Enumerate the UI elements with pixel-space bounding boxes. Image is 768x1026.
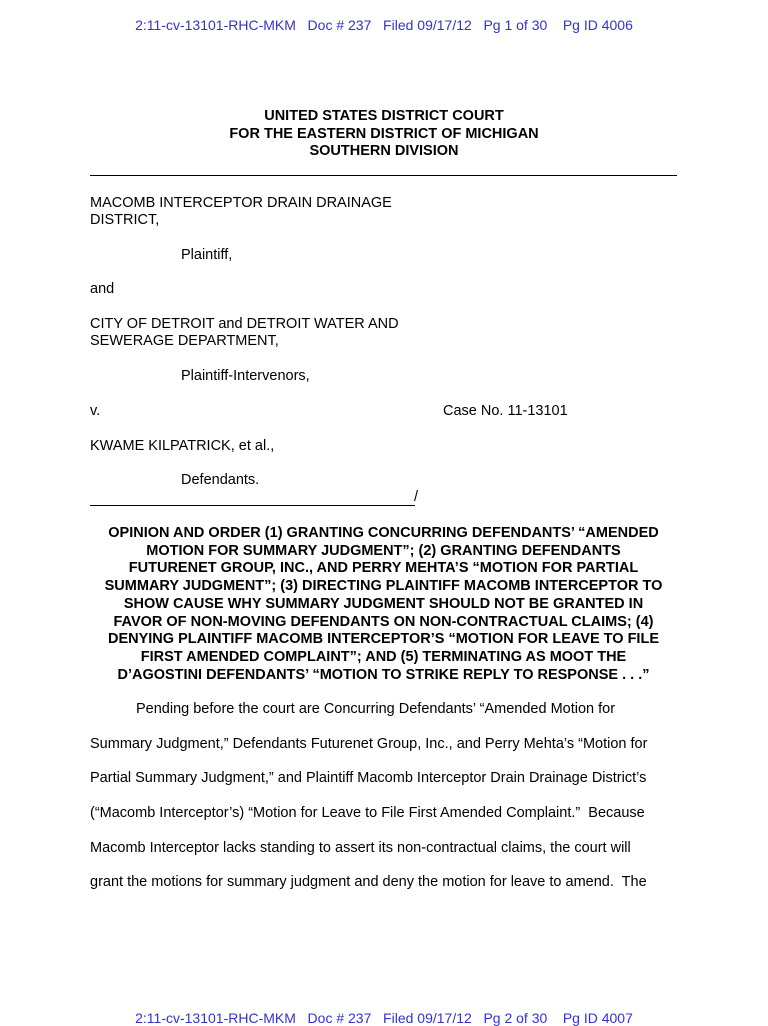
order-title bbox=[90, 525, 677, 684]
caption-top-rule bbox=[90, 175, 677, 176]
court-name: UNITED STATES DISTRICT COURT bbox=[264, 108, 504, 124]
body-text-line: Pending before the court are Concurring Defendants’ “Amended Motion for bbox=[136, 701, 616, 717]
body-text-line: Summary Judgment,” Defendants Futurenet Group, Inc., and Perry Mehta’s “Motion for bbox=[90, 736, 648, 752]
title-line: FUTURENET GROUP, INC., AND PERRY MEHTA’S “MOTION FOR PARTIAL bbox=[128, 560, 639, 577]
case-number: Case No. 11-13101 bbox=[443, 403, 568, 419]
body-text-line: grant the motions for summary judgment and deny the motion for leave to amend. The bbox=[90, 874, 647, 890]
defendant-name: KWAME KILPATRICK, et al., bbox=[90, 438, 275, 454]
caption-and: and bbox=[90, 281, 115, 297]
plaintiff-role: Plaintiff, bbox=[181, 247, 233, 263]
court-heading bbox=[0, 108, 768, 161]
body-text-line: Macomb Interceptor lacks standing to assert its non-contractual claims, the court will bbox=[90, 840, 631, 856]
caption-bottom-rule bbox=[90, 489, 415, 506]
plaintiff-name-cont: DISTRICT, bbox=[90, 212, 160, 228]
title-line: MOTION FOR SUMMARY JUDGMENT”; (2) GRANTING DEFENDANTS bbox=[146, 542, 621, 559]
court-district: FOR THE EASTERN DISTRICT OF MICHIGAN bbox=[229, 125, 539, 142]
caption-versus: v. bbox=[90, 403, 101, 419]
intervenor-role: Plaintiff-Intervenors, bbox=[181, 368, 310, 384]
body-text-line: (“Macomb Interceptor’s) “Motion for Leave to File First Amended Complaint.” Because bbox=[90, 805, 645, 821]
title-line: DENYING PLAINTIFF MACOMB INTERCEPTOR’S “MOTION FOR LEAVE TO FILE bbox=[107, 631, 659, 648]
next-page-header-stamp: 2:11-cv-13101-RHC-MKM Doc # 237 Filed 09/17/12 Pg 2 of 30 Pg ID 4007 bbox=[135, 1010, 633, 1026]
intervenor-name-cont: SEWERAGE DEPARTMENT, bbox=[90, 333, 279, 349]
title-line: SHOW CAUSE WHY SUMMARY JUDGMENT SHOULD NOT BE GRANTED IN bbox=[123, 595, 644, 612]
defendant-role: Defendants. bbox=[181, 472, 260, 488]
title-line: FAVOR OF NON-MOVING DEFENDANTS ON NON-CONTRACTUAL CLAIMS; (4) bbox=[113, 613, 654, 630]
intervenor-name: CITY OF DETROIT and DETROIT WATER AND bbox=[90, 316, 399, 332]
body-text-line: Partial Summary Judgment,” and Plaintiff Macomb Interceptor Drain Drainage District’s bbox=[90, 770, 647, 786]
title-line: D’AGOSTINI DEFENDANTS’ “MOTION TO STRIKE REPLY TO RESPONSE . . .” bbox=[117, 666, 650, 683]
title-line: OPINION AND ORDER (1) GRANTING CONCURRING DEFENDANTS’ “AMENDED bbox=[108, 525, 659, 541]
title-line: FIRST AMENDED COMPLAINT”; AND (5) TERMINATING AS MOOT THE bbox=[140, 648, 627, 665]
page-header-stamp: 2:11-cv-13101-RHC-MKM Doc # 237 Filed 09/17/12 Pg 1 of 30 Pg ID 4006 bbox=[135, 17, 633, 33]
plaintiff-name: MACOMB INTERCEPTOR DRAIN DRAINAGE bbox=[90, 195, 392, 211]
caption-slash: / bbox=[414, 489, 419, 505]
court-division: SOUTHERN DIVISION bbox=[309, 143, 459, 159]
title-line: SUMMARY JUDGMENT”; (3) DIRECTING PLAINTIFF MACOMB INTERCEPTOR TO bbox=[104, 578, 663, 595]
